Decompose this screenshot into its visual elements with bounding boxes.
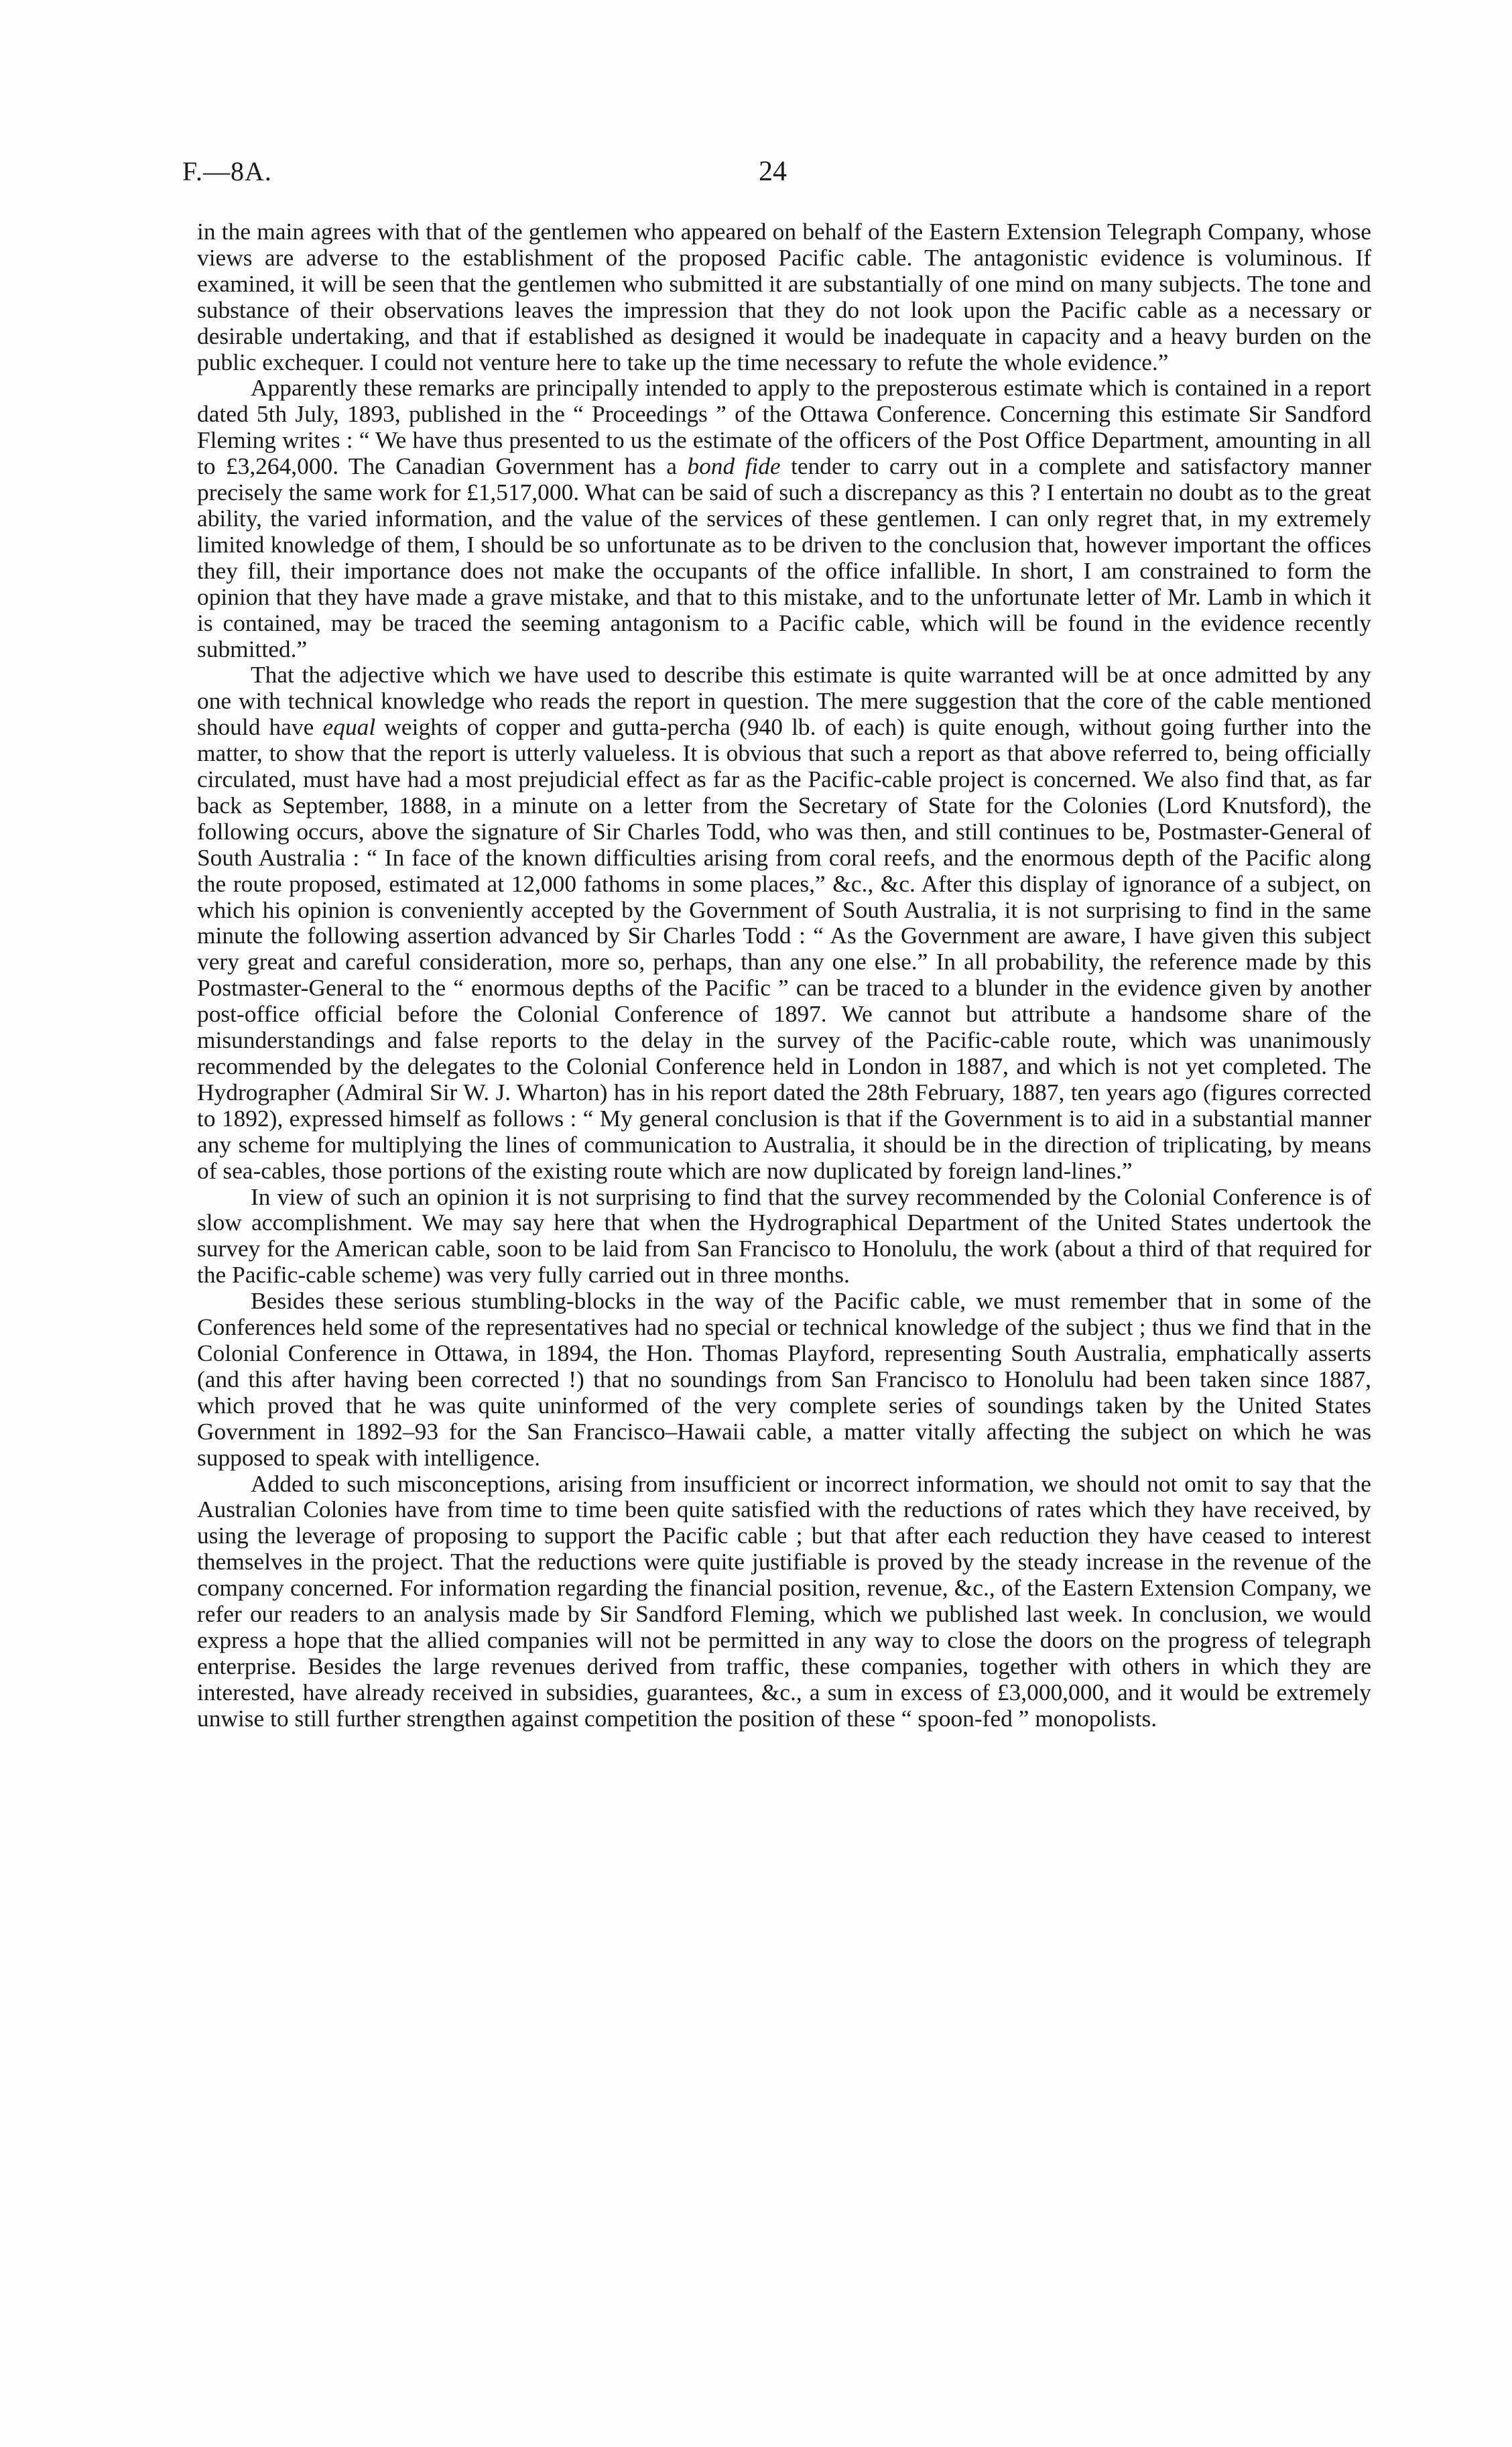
paragraph-text: Added to such misconceptions, arising from insufficient or incorrect information, we should not omit to say that the Australian Colonies have from time to time been quite satisfied with the reductions of rates which they have received, by using the leverage of proposing to support the Pacific cable ; but that after each reduction they have ceased to interest themselves in the project. That the reductions were quite justifiable is proved by the steady increase in the revenue of the company concerned. For information regarding the financial position, revenue, &c., of the Eastern Extension Company, we refer our readers to an analysis made by Sir Sandford Fleming, which we published last week. In conclusion, we would express a hope that the allied companies will not be permitted in any way to close the doors on the progress of telegraph enterprise. Besides the large revenues derived from traffic, these companies, together with others in which they are interested, have already received in subsidies, guarantees, &c., a sum in excess of £3,000,000, and it would be extremely unwise to still further strengthen against competition the position of these “ spoon-fed ” monopolists. <box>197 1470 1371 1732</box>
paragraph-text: Apparently these remarks are principally intended to apply to the preposterous estimate which is contained in a report dated 5th July, 1893, published in the “ Proceedings ” of the Ottawa Conference. Concerning this estimate Sir Sandford Fleming writes : “ We have thus presented to us the estimate of the officers of the Post Office Department, amounting in all to £3,264,000. The Canadian Government has a <box>197 374 1371 480</box>
paragraph-text: That the adjective which we have used to describe this estimate is quite warranted will be at once admitted by any one with technical knowledge who reads the report in question. The mere suggestion that the core of the cable mentioned should have <box>197 661 1371 741</box>
paragraph-text: weights of copper and gutta-percha (940 lb. of each) is quite enough, without going further into the matter, to show that the report is utterly valueless. It is obvious that such a report as that above referred to, being officially circulated, must have had a most prejudicial effect as far as the Pacific-cable project is concerned. We also find that, as far back as September, 1888, in a minute on a letter from the Secretary of State for the Colonies (Lord Knutsford), the following occurs, above the signature of Sir Charles Todd, who was then, and still continues to be, Postmaster-General of South Australia : “ In face of the known difficulties arising from coral reefs, and the enormous depth of the Pacific along the route proposed, estimated at 12,000 fathoms in some places,” &c., &c. After this display of ignorance of a subject, on which his opinion is conveniently accepted by the Government of South Australia, it is not surprising to find in the same minute the following assertion advanced by Sir Charles Todd : “ As the Government are aware, I have given this subject very great and careful consideration, more so, perhaps, than any one else.” In all probability, the reference made by this Postmaster-General to the “ enormous depths of the Pacific ” can be traced to a blunder in the evidence given by another post-office official before the Colonial Conference of 1897. We cannot but attribute a handsome share of the misunderstandings and false reports to the delay in the survey of the Pacific-cable route, which was unanimously recommended by the delegates to the Colonial Conference held in London in 1887, and which is not yet completed. The Hydrographer (Admiral Sir W. J. Wharton) has in his report dated the 28th February, 1887, ten years ago (figures corrected to 1892), expressed himself as follows : “ My general conclusion is that if the Government is to aid in a substantial manner any scheme for multiplying the lines of communication to Australia, it should be in the direction of triplicating, by means of sea-cables, those portions of the existing route which are now duplicated by foreign land-lines.” <box>197 713 1371 1184</box>
paragraph <box>197 1288 1371 1470</box>
paragraph-text: tender to carry out in a complete and satisfactory manner precisely the same work for £1,517,000. What can be said of such a discrepancy as this ? I entertain no doubt as to the great ability, the varied information, and the value of the services of these gentlemen. I can only regret that, in my extremely limited knowledge of them, I should be so unfortunate as to be driven to the conclusion that, however important the offices they fill, their importance does not make the occupants of the office infallible. In short, I am constrained to form the opinion that they have made a grave mistake, and that to this mistake, and to the unfortunate letter of Mr. Lamb in which it is contained, may be traced the seeming antagonism to a Pacific cable, which will be found in the evidence recently submitted.” <box>197 453 1371 662</box>
paragraph-text: in the main agrees with that of the gentlemen who appeared on behalf of the Eastern Extension Telegraph Company, whose views are adverse to the establishment of the proposed Pacific cable. The antagonistic evidence is voluminous. If examined, it will be seen that the gentlemen who submitted it are substantially of one mind on many subjects. The tone and substance of their observations leaves the impression that they do not look upon the Pacific cable as a necessary or desirable undertaking, and that if established as designed it would be inadequate in capacity and a heavy burden on the public exchequer. I could not venture here to take up the time necessary to refute the whole evidence.” <box>197 218 1371 375</box>
italic-phrase: equal <box>322 713 376 741</box>
paragraph-text: Besides these serious stumbling-blocks in the way of the Pacific cable, we must remember that in some of the Conferences held some of the representatives had no special or technical knowledge of the subject ; thus we find that in the Colonial Conference in Ottawa, in 1894, the Hon. Thomas Playford, representing South Australia, emphatically asserts (and this after having been corrected !) that no soundings from San Francisco to Honolulu had been taken since 1887, which proved that he was quite uninformed of the very complete series of soundings taken by the United States Government in 1892–93 for the San Francisco–Hawaii cable, a matter vitally affecting the subject on which he was supposed to speak with intelligence. <box>197 1287 1371 1471</box>
italic-phrase: bond fide <box>687 453 781 480</box>
article-body <box>197 219 1371 1732</box>
paragraph <box>197 1184 1371 1289</box>
page-header <box>182 156 1375 196</box>
paragraph <box>197 219 1371 375</box>
paragraph <box>197 375 1371 662</box>
document-reference: F.—8A. <box>182 156 272 186</box>
paragraph <box>197 1471 1371 1732</box>
paragraph <box>197 662 1371 1183</box>
page-number: 24 <box>759 156 787 187</box>
paragraph-text: In view of such an opinion it is not surprising to find that the survey recommended by the Colonial Conference is of slow accomplishment. We may say here that when the Hydrographical Department of the United States undertook the survey for the American cable, soon to be laid from San Francisco to Honolulu, the work (about a third of that required for the Pacific-cable scheme) was very fully carried out in three months. <box>197 1183 1371 1289</box>
